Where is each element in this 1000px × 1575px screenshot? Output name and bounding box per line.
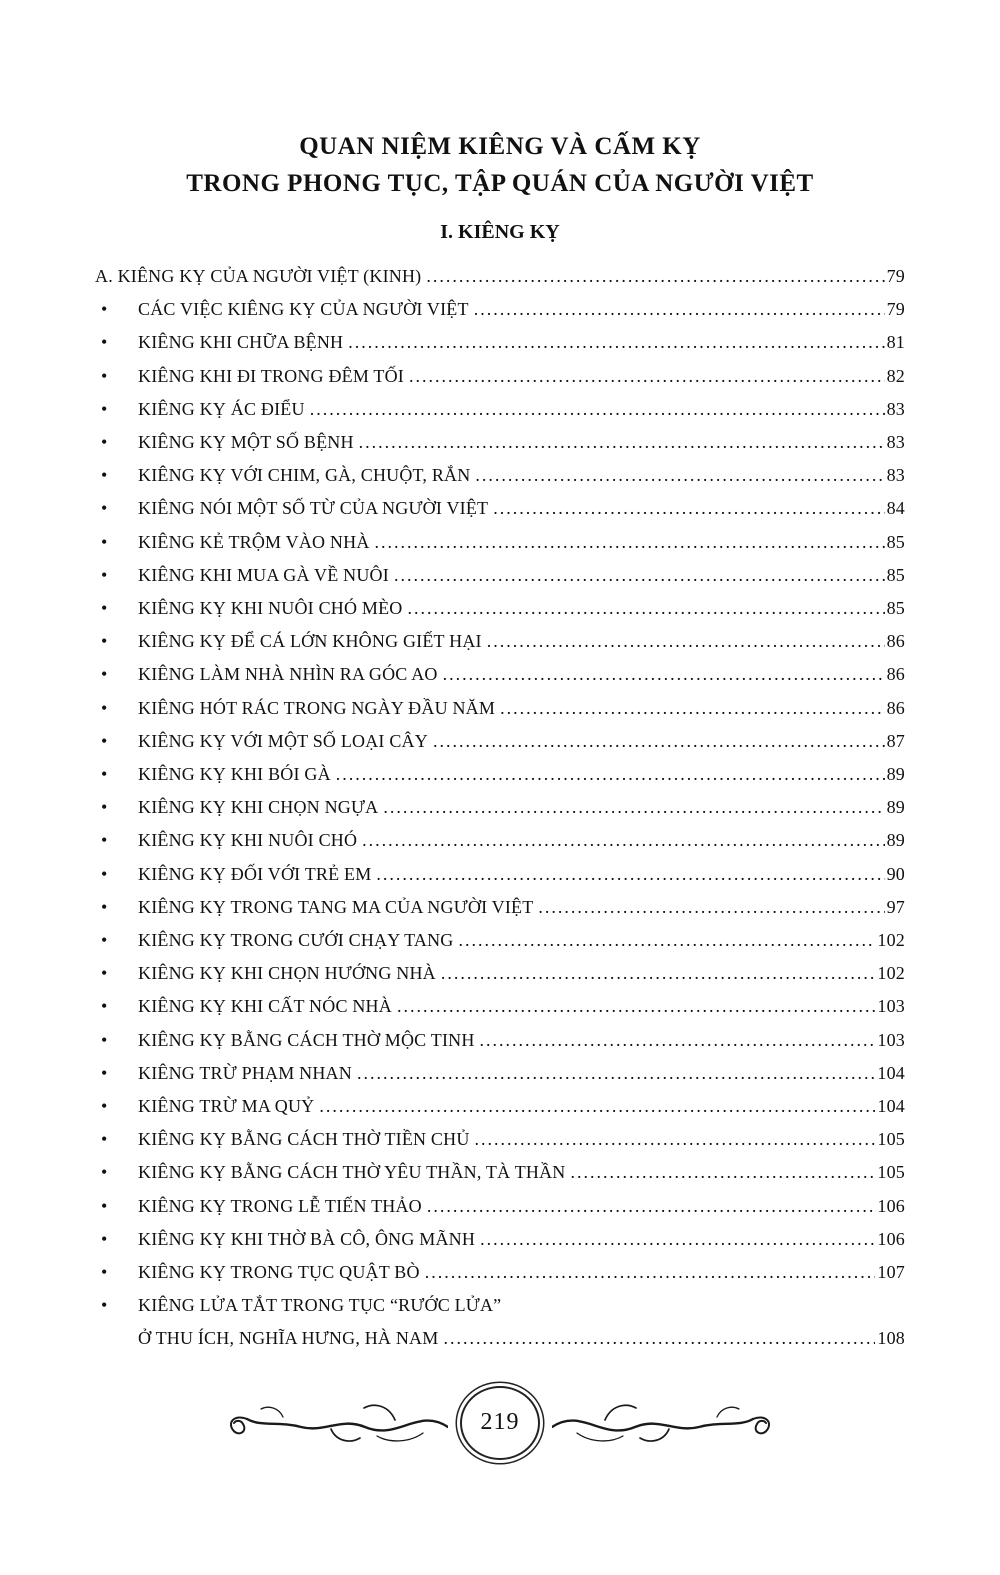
toc-entry-page: 87 [886,730,905,751]
toc-entry-label: KIÊNG KHI MUA GÀ VỀ NUÔI [138,564,389,585]
toc-entry [95,858,905,891]
toc-entry-page: 89 [886,797,905,818]
dot-leader [362,824,884,857]
bullet-icon: • [101,1096,108,1117]
bullet-icon: • [101,598,108,619]
toc-entry [95,526,905,559]
toc-entry-label: KIÊNG KẺ TRỘM VÀO NHÀ [138,531,370,552]
toc-entry-label: KIÊNG KỴ KHI BÓI GÀ [138,764,331,785]
bullet-icon: • [101,531,108,552]
toc-entry-label: KIÊNG HÓT RÁC TRONG NGÀY ĐẦU NĂM [138,697,496,718]
dot-leader [443,1322,875,1355]
toc-entry [95,559,905,592]
bullet-icon: • [101,1295,108,1316]
toc-entry-page: 97 [886,896,905,917]
dot-leader [458,924,875,957]
toc-entry-label: KIÊNG KỴ KHI THỜ BÀ CÔ, ÔNG MÃNH [138,1228,476,1249]
toc-entry-page: 85 [886,531,905,552]
toc-entry-page: 86 [886,697,905,718]
toc-entry [95,1123,905,1156]
toc-entry [95,758,905,791]
toc-entry [95,658,905,691]
toc-entry-page: 106 [877,1195,905,1216]
toc-entry-page: 83 [886,432,905,452]
toc-entry [95,459,905,492]
toc-entry-label: KIÊNG KỴ VỚI CHIM, GÀ, CHUỘT, RẮN [138,465,471,486]
page-number: 219 [480,1409,520,1436]
bullet-icon: • [101,1228,108,1249]
dot-leader [409,360,885,393]
dot-leader [441,957,876,990]
dot-leader [375,526,885,559]
bullet-icon: • [101,664,108,685]
toc-entry [95,492,905,525]
toc-entry-page: 105 [877,1162,905,1183]
toc-entry [95,393,905,426]
toc-entry-page: 84 [886,498,905,519]
toc-entry-label: KIÊNG LỬA TẮT TRONG TỤC “RƯỚC LỬA” [138,1295,502,1316]
bullet-icon: • [101,1195,108,1216]
dot-leader [480,1024,876,1057]
toc-entry [95,824,905,857]
bullet-icon: • [101,730,108,751]
toc-entry-page: 102 [877,963,905,984]
toc-entry [95,1024,905,1057]
flourish-left-icon [213,1387,448,1459]
toc-entry [95,1256,905,1289]
toc-entry-label: KIÊNG KỴ KHI NUÔI CHÓ MÈO [138,598,403,619]
bullet-icon: • [101,332,108,353]
bullet-icon: • [101,398,108,419]
dot-leader [319,1090,875,1123]
dot-leader [359,426,885,459]
toc-entry-page: 86 [886,664,905,685]
toc-entry-label: KIÊNG KỴ KHI CẤT NÓC NHÀ [138,996,392,1017]
toc-entry-label: Ở THU ÍCH, NGHĨA HƯNG, HÀ NAM [138,1328,439,1349]
dot-leader [407,592,884,625]
bullet-icon: • [101,896,108,917]
dot-leader [480,1223,875,1256]
toc-entry [95,957,905,990]
bullet-icon: • [101,697,108,718]
dot-leader [474,293,885,326]
toc-entry [95,293,905,326]
dot-leader [310,393,885,426]
toc-entry [95,1289,905,1355]
toc-entry-page: 104 [877,1062,905,1083]
dot-leader [538,891,884,924]
bullet-icon: • [101,465,108,486]
dot-leader [348,326,884,359]
toc-entry [95,1090,905,1123]
toc-entry-page: 107 [877,1262,905,1283]
bullet-icon: • [101,564,108,585]
page-title-line2: TRONG PHONG TỤC, TẬP QUÁN CỦA NGƯỜI VIỆT [186,170,814,197]
toc-entry [95,1223,905,1256]
page-number-badge [460,1386,540,1460]
toc-entry-page: 106 [877,1228,905,1249]
toc-entry-page: 104 [877,1096,905,1117]
toc-entry-page: 79 [886,266,905,286]
dot-leader [443,658,885,691]
bullet-icon: • [101,365,108,386]
toc-entry-label: KIÊNG KỴ BẰNG CÁCH THỜ TIỀN CHỦ [138,1129,470,1150]
bullet-icon: • [101,1262,108,1283]
toc-entry-label: CÁC VIỆC KIÊNG KỴ CỦA NGƯỜI VIỆT [138,299,469,320]
toc-list [95,260,905,1356]
dot-leader [487,625,885,658]
toc-entry-label: KIÊNG LÀM NHÀ NHÌN RA GÓC AO [138,664,438,685]
toc-entry-label: KIÊNG KỴ TRONG LỄ TIẾN THẢO [138,1195,422,1216]
toc-entry-label: KIÊNG KỴ ĐỐI VỚI TRẺ EM [138,863,372,884]
toc-entry [95,360,905,393]
toc-entry [95,1156,905,1189]
toc-entry [95,326,905,359]
toc-entry-page: 89 [886,830,905,851]
bullet-icon: • [101,432,108,452]
toc-entry-label: KIÊNG NÓI MỘT SỐ TỪ CỦA NGƯỜI VIỆT [138,498,489,519]
toc-entry-page: 85 [886,598,905,619]
footer-ornament [95,1386,905,1460]
toc-entry-label: KIÊNG KỴ BẰNG CÁCH THỜ MỘC TINH [138,1029,475,1050]
toc-entry-label: KIÊNG KỴ VỚI MỘT SỐ LOẠI CÂY [138,730,428,751]
bullet-icon: • [101,631,108,652]
dot-leader [493,492,884,525]
toc-entry [95,592,905,625]
dot-leader [475,459,884,492]
toc-entry [95,725,905,758]
dot-leader [571,1156,876,1189]
toc-entry [95,625,905,658]
dot-leader [427,1190,876,1223]
toc-entry-label: KIÊNG KỴ MỘT SỐ BỆNH [138,432,354,452]
flourish-right-icon [552,1387,787,1459]
bullet-icon: • [101,996,108,1017]
dot-leader [500,692,885,725]
toc-entry [95,1190,905,1223]
toc-entry-label: KIÊNG KHI ĐI TRONG ĐÊM TỐI [138,365,405,386]
toc-entry [95,692,905,725]
toc-entry-label: KIÊNG KỴ BẰNG CÁCH THỜ YÊU THẦN, TÀ THẦN [138,1162,566,1183]
page-title [95,128,905,202]
bullet-icon: • [101,797,108,818]
dot-leader [357,1057,875,1090]
bullet-icon: • [101,498,108,519]
toc-entry [95,990,905,1023]
toc-entry [95,891,905,924]
toc-entry-label: KIÊNG KỴ TRONG CƯỚI CHẠY TANG [138,930,454,951]
toc-entry-label: KIÊNG KỴ KHI NUÔI CHÓ [138,830,358,851]
bullet-icon: • [101,930,108,951]
bullet-icon: • [101,1062,108,1083]
bullet-icon: • [101,963,108,984]
toc-entry-label: A. KIÊNG KỴ CỦA NGƯỜI VIỆT (KINH) [95,266,422,286]
toc-entry [95,791,905,824]
bullet-icon: • [101,1162,108,1183]
bullet-icon: • [101,1129,108,1150]
dot-leader [433,725,885,758]
bullet-icon: • [101,1029,108,1050]
toc-entry-label: KIÊNG KỴ KHI CHỌN HƯỚNG NHÀ [138,963,436,984]
toc-entry-label: KIÊNG TRỪ MA QUỶ [138,1096,315,1117]
toc-entry-page: 81 [886,332,905,353]
bullet-icon: • [101,299,108,320]
toc-entry-page: 102 [877,930,905,951]
toc-entry-page: 79 [886,299,905,320]
bullet-icon: • [101,863,108,884]
toc-entry-page: 105 [877,1129,905,1150]
toc-entry-page: 90 [886,863,905,884]
toc-entry-page: 103 [877,996,905,1017]
toc-entry-page: 85 [886,564,905,585]
toc-entry-page: 82 [886,365,905,386]
dot-leader [425,1256,876,1289]
dot-leader [383,791,884,824]
toc-entry [95,1057,905,1090]
toc-entry-page: 108 [877,1328,905,1349]
toc-entry-page: 89 [886,764,905,785]
bullet-icon: • [101,764,108,785]
bullet-icon: • [101,830,108,851]
dot-leader [376,858,884,891]
toc-entry-label: KIÊNG KỴ ĐỂ CÁ LỚN KHÔNG GIẾT HẠI [138,631,482,652]
toc-top-entry [95,260,905,293]
toc-entry-page: 83 [886,465,905,486]
toc-entry [95,426,905,459]
toc-entry-label: KIÊNG KHI CHỮA BỆNH [138,332,344,353]
dot-leader [336,758,885,791]
toc-entry-page: 103 [877,1029,905,1050]
dot-leader [394,559,885,592]
toc-entry-label: KIÊNG KỴ KHI CHỌN NGỰA [138,797,379,818]
toc-entry [95,924,905,957]
section-heading: I. KIÊNG KỴ [440,221,560,243]
toc-entry-label: KIÊNG KỴ TRONG TANG MA CỦA NGƯỜI VIỆT [138,896,534,917]
toc-entry-label: KIÊNG KỴ TRONG TỤC QUẬT BÒ [138,1262,420,1283]
page-title-line1: QUAN NIỆM KIÊNG VÀ CẤM KỴ [299,133,701,160]
toc-entry-label: KIÊNG TRỪ PHẠM NHAN [138,1062,352,1083]
toc-entry-page: 86 [886,631,905,652]
dot-leader [475,1123,876,1156]
toc-entry-label: KIÊNG KỴ ÁC ĐIỂU [138,398,305,419]
dot-leader [426,260,884,293]
dot-leader [397,990,875,1023]
toc-entry-page: 83 [886,398,905,419]
